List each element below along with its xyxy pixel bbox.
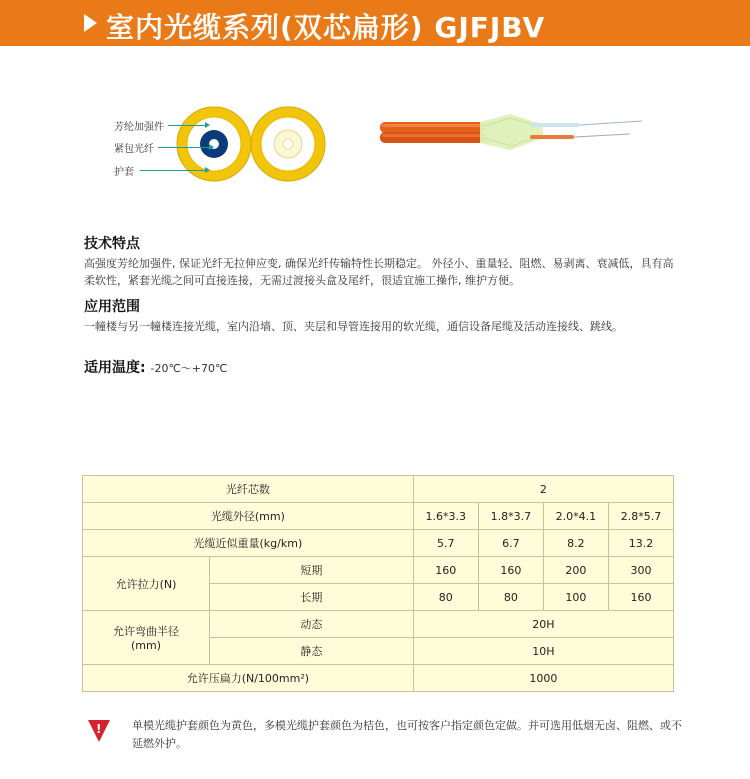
table-row bbox=[83, 665, 674, 692]
fiber-count-value: 2 bbox=[413, 476, 673, 503]
weight-label: 光缆近似重量(kg/km) bbox=[83, 530, 414, 557]
table-cell: 80 bbox=[478, 584, 543, 611]
table-row bbox=[83, 611, 674, 638]
diameter-label: 光缆外径(mm) bbox=[83, 503, 414, 530]
short-term-label: 短期 bbox=[210, 557, 414, 584]
leader-line-fiber bbox=[158, 147, 210, 148]
dynamic-value: 20H bbox=[413, 611, 673, 638]
table-cell: 1.6*3.3 bbox=[413, 503, 478, 530]
table-cell: 160 bbox=[478, 557, 543, 584]
label-tight-fiber: 紧包光纤 bbox=[114, 144, 154, 155]
static-label: 静态 bbox=[210, 638, 414, 665]
cable-jacket-lower bbox=[380, 132, 485, 143]
table-cell: 2.8*5.7 bbox=[608, 503, 673, 530]
table-cell: 6.7 bbox=[478, 530, 543, 557]
table-row bbox=[83, 503, 674, 530]
leader-line-jacket bbox=[140, 170, 206, 171]
long-term-label: 长期 bbox=[210, 584, 414, 611]
cable-jacket-upper bbox=[380, 122, 485, 133]
table-cell: 1.8*3.7 bbox=[478, 503, 543, 530]
fiber-count-label: 光纤芯数 bbox=[83, 476, 414, 503]
cable-cross-section-diagram bbox=[170, 100, 340, 192]
static-value: 10H bbox=[413, 638, 673, 665]
table-row bbox=[83, 530, 674, 557]
temperature-value: -20℃～+70℃ bbox=[150, 362, 228, 375]
table-cell: 160 bbox=[608, 584, 673, 611]
cable-side-view-image bbox=[380, 110, 650, 158]
tensile-label: 允许拉力(N) bbox=[83, 557, 210, 611]
table-row bbox=[83, 476, 674, 503]
dynamic-label: 动态 bbox=[210, 611, 414, 638]
table-cell: 5.7 bbox=[413, 530, 478, 557]
play-arrow-icon bbox=[84, 14, 97, 32]
crush-label: 允许压扁力(N/100mm²) bbox=[83, 665, 414, 692]
bend-radius-label bbox=[83, 611, 210, 665]
temperature-row bbox=[84, 357, 227, 377]
table-cell: 300 bbox=[608, 557, 673, 584]
core-right bbox=[283, 139, 293, 149]
specification-table bbox=[82, 475, 674, 692]
table-cell: 8.2 bbox=[543, 530, 608, 557]
leader-line-aramid bbox=[168, 125, 206, 126]
crush-value: 1000 bbox=[413, 665, 673, 692]
table-cell: 160 bbox=[413, 557, 478, 584]
aramid-yarn bbox=[480, 114, 544, 150]
application-title: 应用范围 bbox=[84, 299, 140, 315]
features-title: 技术特点 bbox=[84, 236, 140, 252]
tight-buffer-lower bbox=[530, 135, 574, 139]
tight-buffer-upper bbox=[530, 123, 580, 127]
bend-radius-label-line2: (mm) bbox=[130, 639, 161, 652]
page-title: 室内光缆系列(双芯扁形) GJFJBV bbox=[106, 11, 546, 44]
header-bar bbox=[0, 0, 750, 46]
note-text: 单模光缆护套颜色为黄色，多模光缆护套颜色为桔色，也可按客户指定颜色定做。并可选用低烟无卤、阻燃、或不延燃外护。 bbox=[132, 719, 682, 750]
table-row bbox=[83, 557, 674, 584]
table-cell: 100 bbox=[543, 584, 608, 611]
table-cell: 13.2 bbox=[608, 530, 673, 557]
table-cell: 80 bbox=[413, 584, 478, 611]
label-aramid: 芳纶加强件 bbox=[114, 122, 164, 133]
features-text: 高强度芳纶加强件, 保证光纤无拉伸应变, 确保光纤传输特性长期稳定。 外径小、重量轻、阻燃、易剥离、衰减低，具有高柔软性，紧套光缆之间可直接连接，无需过渡接头盒及尾纤，很适宜施工操作, 维护方便。 bbox=[84, 257, 674, 287]
fiber-upper bbox=[580, 121, 642, 125]
temperature-label: 适用温度: bbox=[84, 360, 146, 376]
table-cell: 2.0*4.1 bbox=[543, 503, 608, 530]
warning-mark: ! bbox=[96, 722, 102, 736]
fiber-lower bbox=[574, 134, 630, 137]
label-jacket: 护套 bbox=[114, 167, 134, 178]
bend-radius-label-line1: 允许弯曲半径 bbox=[113, 625, 179, 638]
table-cell: 200 bbox=[543, 557, 608, 584]
application-text: 一幢楼与另一幢楼连接光缆，室内沿墙、顶、夹层和导管连接用的软光缆，通信设备尾缆及活动连接线、跳线。 bbox=[84, 320, 623, 333]
